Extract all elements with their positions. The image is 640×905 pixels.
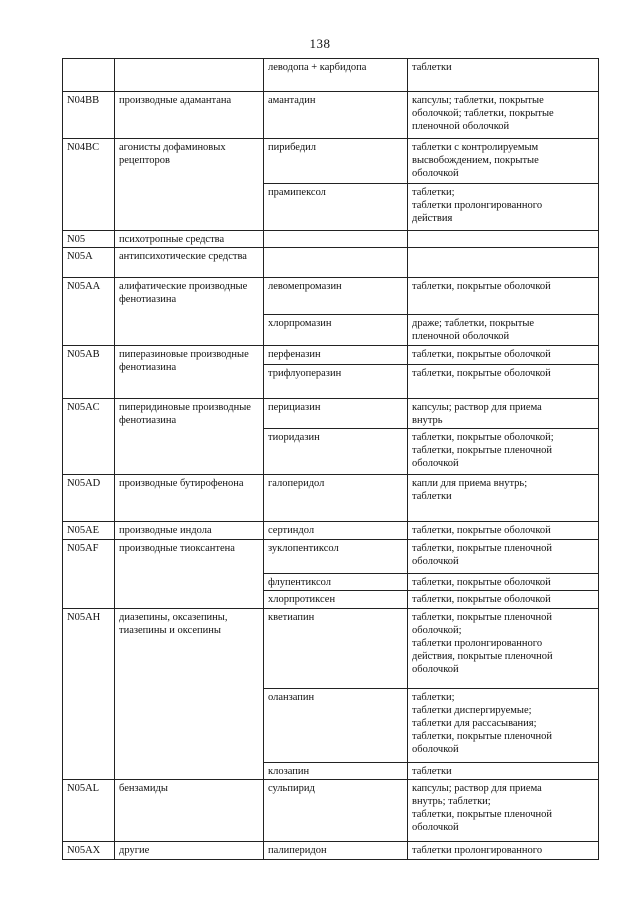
dosage-form-cell bbox=[408, 184, 599, 231]
dosage-form-cell bbox=[408, 92, 599, 139]
drug-name-cell: кветиапин bbox=[264, 609, 408, 689]
dosage-form-cell bbox=[408, 139, 599, 184]
dosage-form-cell bbox=[408, 315, 599, 346]
atc-code-cell: N05AE bbox=[63, 522, 115, 540]
drug-name-cell: левомепромазин bbox=[264, 278, 408, 315]
dosage-form-line: капли для приема внутрь; bbox=[412, 478, 528, 489]
dosage-form-line: таблетки пролонгированного bbox=[412, 845, 543, 856]
dosage-form-line: таблетки диспергируемые; bbox=[412, 705, 532, 716]
table-row bbox=[63, 522, 599, 540]
dosage-form-cell bbox=[408, 399, 599, 429]
dosage-form-line: таблетки, покрытые пленочной bbox=[412, 543, 553, 554]
medication-table bbox=[62, 58, 599, 860]
table-row bbox=[63, 475, 599, 522]
table-row bbox=[63, 231, 599, 248]
dosage-form-cell bbox=[408, 278, 599, 315]
drug-name-cell bbox=[264, 248, 408, 278]
dosage-form-cell bbox=[408, 475, 599, 522]
dosage-form-line: оболочкой bbox=[412, 556, 459, 567]
dosage-form-line: таблетки, покрытые пленочной bbox=[412, 612, 553, 623]
dosage-form-line: таблетки, покрытые оболочкой bbox=[412, 577, 551, 588]
drug-name-cell: пирибедил bbox=[264, 139, 408, 184]
drug-name-cell: сульпирид bbox=[264, 780, 408, 842]
dosage-form-cell bbox=[408, 365, 599, 399]
dosage-form-line: оболочкой bbox=[412, 458, 459, 469]
dosage-form-line: оболочкой bbox=[412, 744, 459, 755]
drug-name-cell bbox=[264, 231, 408, 248]
dosage-form-line: таблетки; bbox=[412, 187, 455, 198]
atc-group-cell: пиперидиновые производные фенотиазина bbox=[115, 399, 264, 475]
dosage-form-line: таблетки, покрытые оболочкой; bbox=[412, 432, 554, 443]
atc-code-cell: N04BC bbox=[63, 139, 115, 231]
table-row bbox=[63, 540, 599, 574]
drug-name-cell: оланзапин bbox=[264, 689, 408, 763]
table-row bbox=[63, 399, 599, 429]
drug-name-cell: перфеназин bbox=[264, 346, 408, 365]
atc-group-cell: агонисты дофаминовых рецепторов bbox=[115, 139, 264, 231]
atc-group-cell: алифатические производные фенотиазина bbox=[115, 278, 264, 346]
drug-name-cell: тиоридазин bbox=[264, 429, 408, 475]
dosage-form-line: таблетки, покрытые оболочкой bbox=[412, 594, 551, 605]
table-row bbox=[63, 780, 599, 842]
dosage-form-line: капсулы; раствор для приема bbox=[412, 783, 542, 794]
table-row bbox=[63, 609, 599, 689]
dosage-form-cell bbox=[408, 780, 599, 842]
dosage-form-cell bbox=[408, 574, 599, 591]
atc-code-cell: N05AF bbox=[63, 540, 115, 609]
atc-code-cell: N05 bbox=[63, 231, 115, 248]
atc-code-cell: N05AL bbox=[63, 780, 115, 842]
atc-group-cell: другие bbox=[115, 842, 264, 860]
dosage-form-cell bbox=[408, 429, 599, 475]
dosage-form-line: таблетки пролонгированного bbox=[412, 200, 543, 211]
atc-code-cell bbox=[63, 59, 115, 92]
dosage-form-line: таблетки, покрытые оболочкой bbox=[412, 281, 551, 292]
dosage-form-line: действия, покрытые пленочной bbox=[412, 651, 553, 662]
drug-name-cell: хлорпромазин bbox=[264, 315, 408, 346]
atc-code-cell: N05AA bbox=[63, 278, 115, 346]
dosage-form-line: таблетки, покрытые пленочной bbox=[412, 731, 553, 742]
medication-table-body bbox=[63, 59, 599, 860]
dosage-form-cell bbox=[408, 609, 599, 689]
table-row bbox=[63, 139, 599, 184]
dosage-form-cell bbox=[408, 522, 599, 540]
drug-name-cell: флупентиксол bbox=[264, 574, 408, 591]
atc-group-cell: производные бутирофенона bbox=[115, 475, 264, 522]
dosage-form-cell bbox=[408, 591, 599, 609]
page-number: 138 bbox=[309, 36, 331, 51]
dosage-form-line: таблетки пролонгированного bbox=[412, 638, 543, 649]
dosage-form-line: таблетки с контролируемым bbox=[412, 142, 539, 153]
atc-group-cell: антипсихотические средства bbox=[115, 248, 264, 278]
atc-group-cell bbox=[115, 59, 264, 92]
atc-group-cell: психотропные средства bbox=[115, 231, 264, 248]
atc-code-cell: N05A bbox=[63, 248, 115, 278]
dosage-form-line: капсулы; раствор для приема bbox=[412, 402, 542, 413]
dosage-form-cell bbox=[408, 346, 599, 365]
dosage-form-line: таблетки bbox=[412, 491, 452, 502]
drug-name-cell: хлорпротиксен bbox=[264, 591, 408, 609]
dosage-form-line: таблетки, покрытые пленочной bbox=[412, 445, 553, 456]
drug-name-cell: галоперидол bbox=[264, 475, 408, 522]
dosage-form-line: таблетки bbox=[412, 766, 452, 777]
atc-group-cell: бензамиды bbox=[115, 780, 264, 842]
drug-name-cell: палиперидон bbox=[264, 842, 408, 860]
atc-code-cell: N05AX bbox=[63, 842, 115, 860]
drug-name-cell: перициазин bbox=[264, 399, 408, 429]
table-row bbox=[63, 278, 599, 315]
dosage-form-line: таблетки, покрытые оболочкой bbox=[412, 368, 551, 379]
dosage-form-cell bbox=[408, 59, 599, 92]
dosage-form-line: таблетки, покрытые оболочкой bbox=[412, 525, 551, 536]
dosage-form-line: драже; таблетки, покрытые bbox=[412, 318, 535, 329]
dosage-form-line: оболочкой; bbox=[412, 625, 462, 636]
atc-code-cell: N05AH bbox=[63, 609, 115, 780]
dosage-form-cell bbox=[408, 248, 599, 278]
dosage-form-line: капсулы; таблетки, покрытые bbox=[412, 95, 544, 106]
atc-code-cell: N05AB bbox=[63, 346, 115, 399]
atc-group-cell: производные адамантана bbox=[115, 92, 264, 139]
dosage-form-line: таблетки для рассасывания; bbox=[412, 718, 537, 729]
table-row bbox=[63, 92, 599, 139]
atc-group-cell: пиперазиновые производные фенотиазина bbox=[115, 346, 264, 399]
atc-group-cell: производные тиоксантена bbox=[115, 540, 264, 609]
dosage-form-line: пленочной оболочкой bbox=[412, 331, 510, 342]
dosage-form-line: внутрь bbox=[412, 415, 443, 426]
dosage-form-cell bbox=[408, 540, 599, 574]
dosage-form-line: таблетки, покрытые оболочкой bbox=[412, 349, 551, 360]
drug-name-cell: зуклопентиксол bbox=[264, 540, 408, 574]
dosage-form-cell bbox=[408, 689, 599, 763]
dosage-form-line: оболочкой bbox=[412, 168, 459, 179]
table-row bbox=[63, 248, 599, 278]
dosage-form-line: действия bbox=[412, 213, 453, 224]
atc-code-cell: N05AD bbox=[63, 475, 115, 522]
dosage-form-line: оболочкой bbox=[412, 664, 459, 675]
atc-group-cell: диазепины, оксазепины, тиазепины и оксепины bbox=[115, 609, 264, 780]
dosage-form-line: оболочкой; таблетки, покрытые bbox=[412, 108, 554, 119]
dosage-form-line: таблетки; bbox=[412, 692, 455, 703]
dosage-form-cell bbox=[408, 763, 599, 780]
table-row bbox=[63, 346, 599, 365]
drug-name-cell: трифлуоперазин bbox=[264, 365, 408, 399]
atc-code-cell: N05AC bbox=[63, 399, 115, 475]
table-row bbox=[63, 59, 599, 92]
table-row bbox=[63, 842, 599, 860]
dosage-form-line: высвобождением, покрытые bbox=[412, 155, 539, 166]
dosage-form-line: внутрь; таблетки; bbox=[412, 796, 491, 807]
drug-name-cell: леводопа + карбидопа bbox=[264, 59, 408, 92]
dosage-form-cell bbox=[408, 842, 599, 860]
drug-name-cell: сертиндол bbox=[264, 522, 408, 540]
drug-name-cell: прамипексол bbox=[264, 184, 408, 231]
atc-group-cell: производные индола bbox=[115, 522, 264, 540]
drug-name-cell: клозапин bbox=[264, 763, 408, 780]
atc-code-cell: N04BB bbox=[63, 92, 115, 139]
dosage-form-line: пленочной оболочкой bbox=[412, 121, 510, 132]
dosage-form-line: оболочкой bbox=[412, 822, 459, 833]
dosage-form-line: таблетки, покрытые пленочной bbox=[412, 809, 553, 820]
dosage-form-cell bbox=[408, 231, 599, 248]
dosage-form-line: таблетки bbox=[412, 62, 452, 73]
drug-name-cell: амантадин bbox=[264, 92, 408, 139]
